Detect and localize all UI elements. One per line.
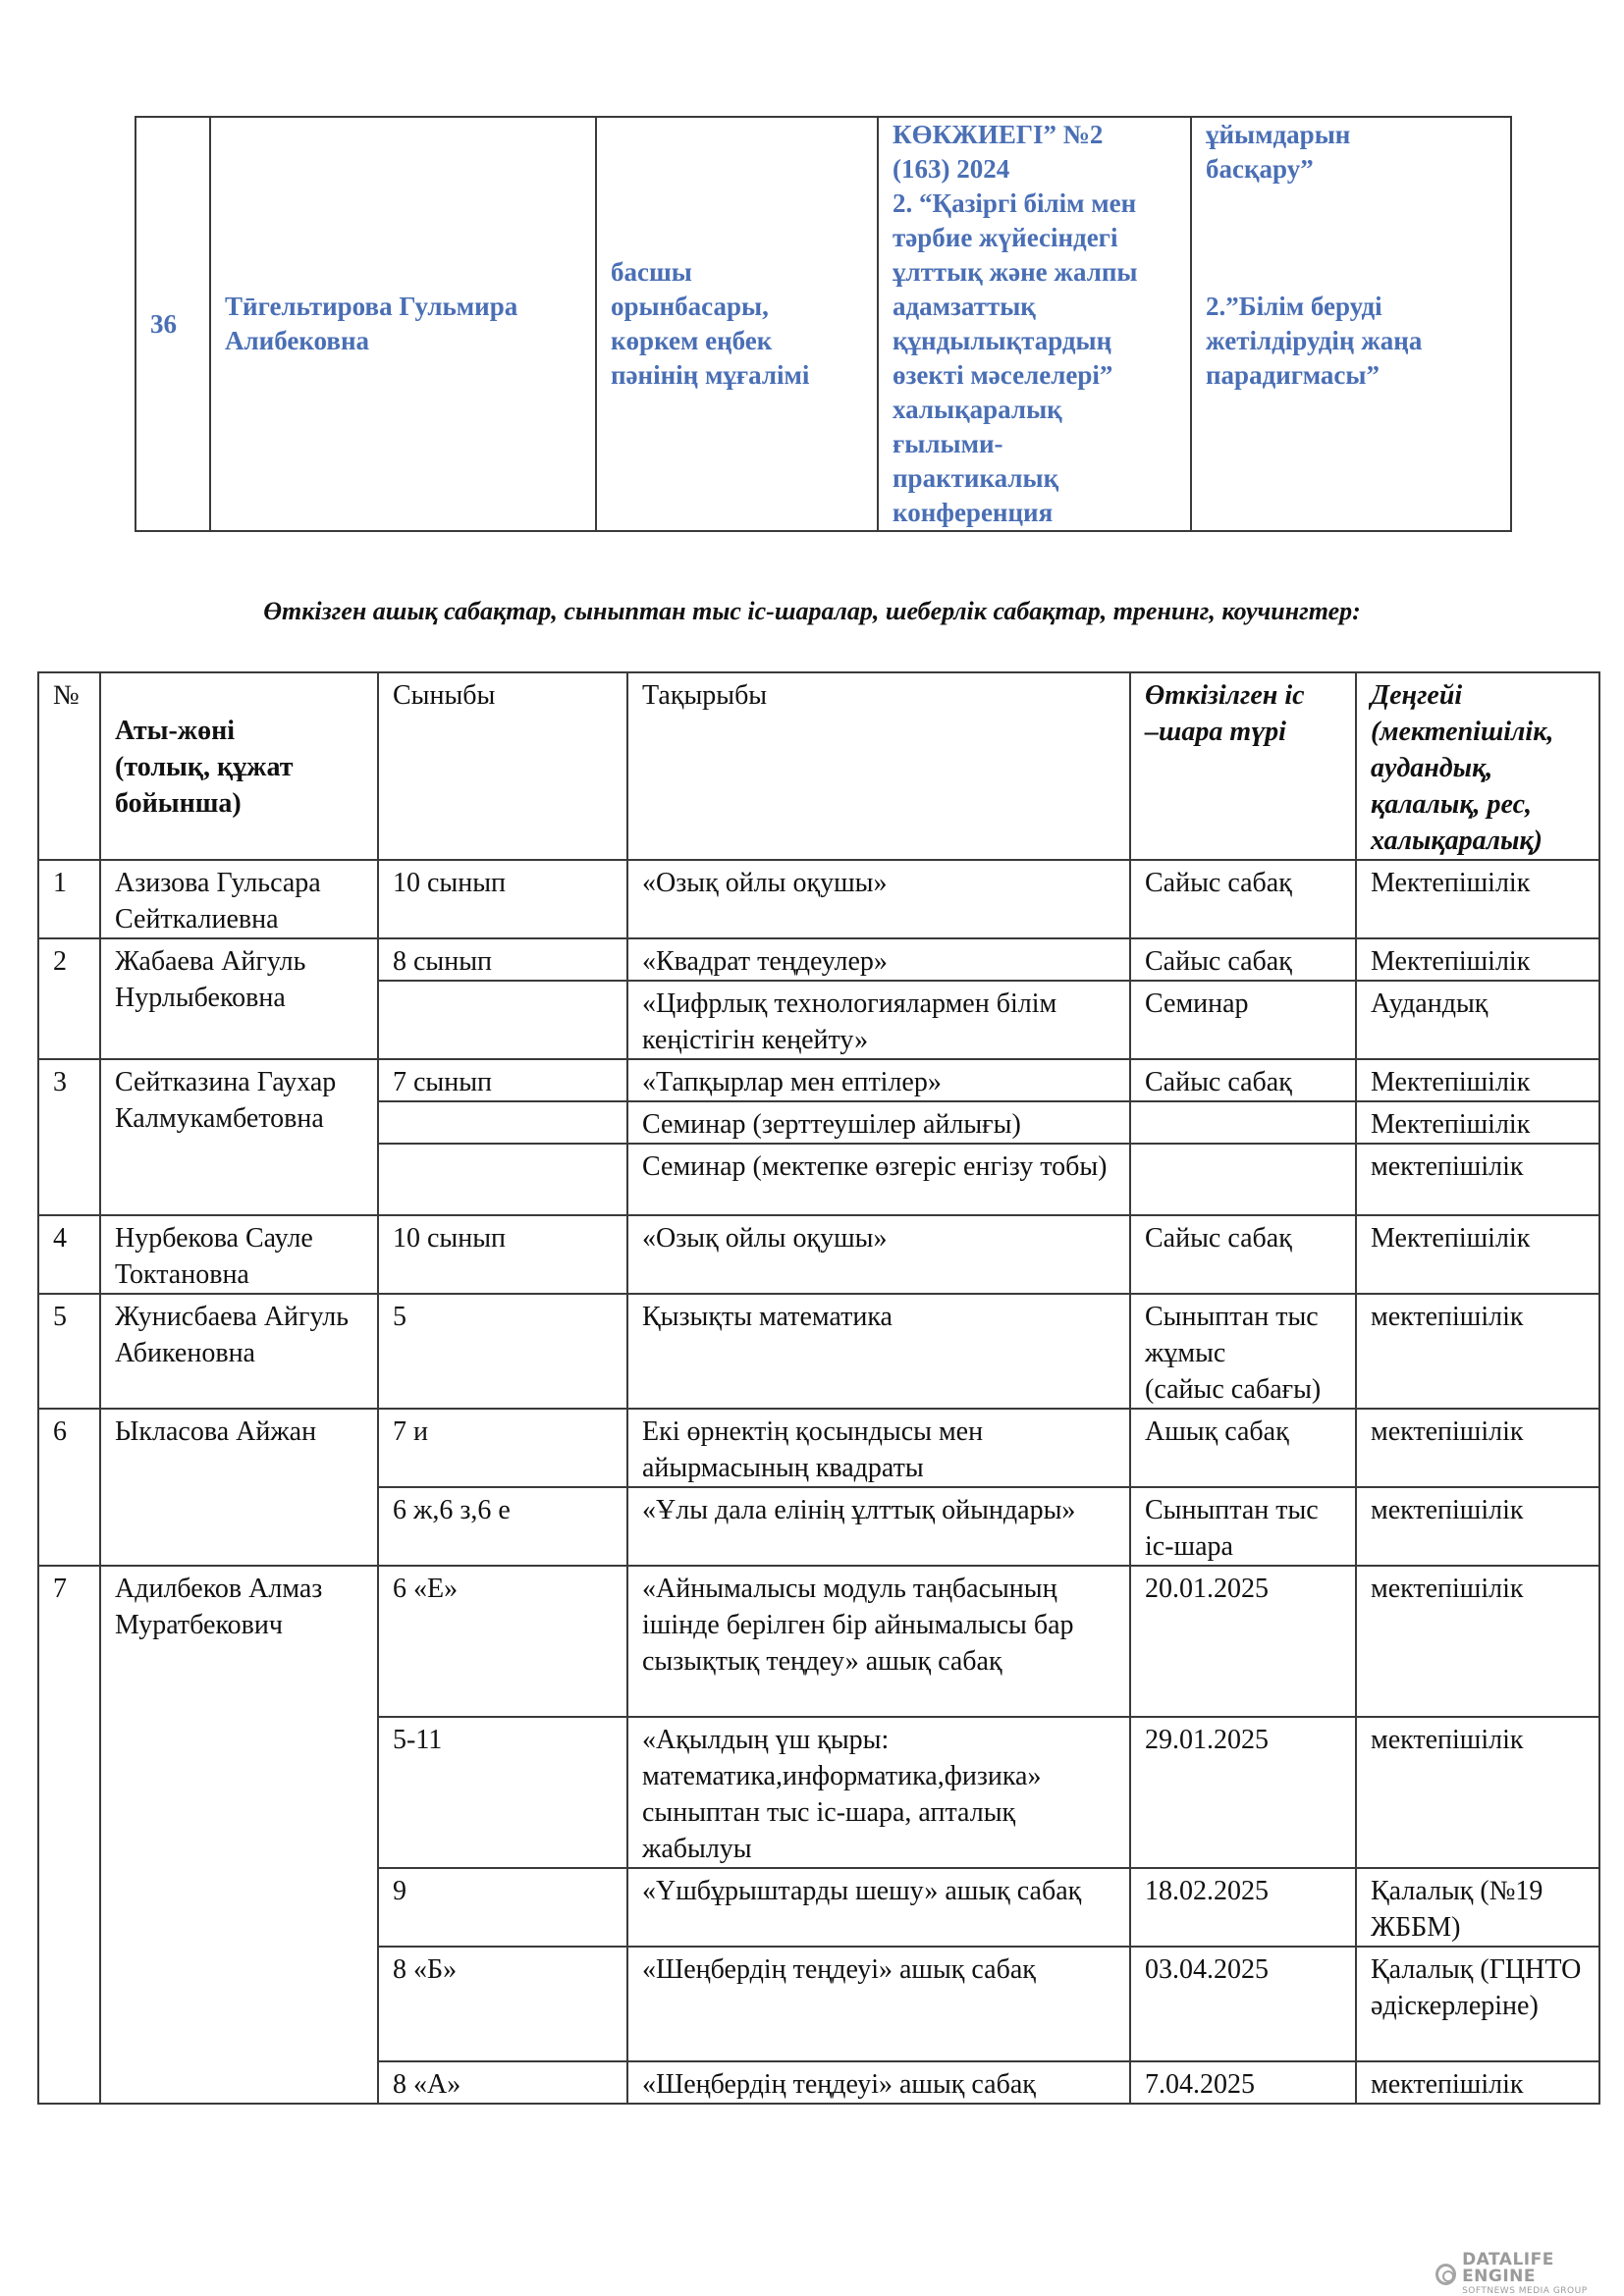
table-row <box>38 860 1599 938</box>
grade-cell: 7 и <box>378 1409 627 1487</box>
topic-cell: Екі өрнектің қосындысы мен айырмасының квадраты <box>627 1409 1130 1487</box>
header-level: Деңгейі (мектепішілік, aудандық, қалалық, рес, халықаралық) <box>1356 672 1599 860</box>
event-date-cell: 7.04.2025 <box>1130 2061 1356 2104</box>
grade-cell: 6 ж,6 з,6 е <box>378 1487 627 1566</box>
table-header-row <box>38 672 1599 860</box>
header-name: Аты-жөні (толық, құжат бойынша) <box>100 672 378 860</box>
header-grade: Сыныбы <box>378 672 627 860</box>
staff-publications-table <box>135 116 1512 532</box>
table-row <box>38 1059 1599 1101</box>
event-date-cell: 20.01.2025 <box>1130 1566 1356 1717</box>
grade-cell: 10 сынып <box>378 1215 627 1294</box>
table-row <box>38 938 1599 981</box>
row-number: 36 <box>135 117 210 531</box>
topic-cell: Семинар (зерттеушілер айлығы) <box>627 1101 1130 1144</box>
publication-details: КӨКЖИЕГІ” №2 (163) 2024 2. “Қазіргі білім мен тәрбие жүйесіндегі ұлттық және жалпы адамзаттық құндылықтардың өзекті мәселелері” халықаралық ғылыми- практикалық конференция <box>878 117 1191 531</box>
row-number: 5 <box>38 1294 100 1409</box>
staff-position: басшы орынбасары, көркем еңбек пәнінің мұғалімі <box>596 117 878 531</box>
watermark-subtitle: SOFTNEWS MEDIA GROUP <box>1462 2286 1588 2296</box>
teacher-name: Ыкласова Айжан <box>100 1409 378 1566</box>
level-cell: Мектепішілік <box>1356 1101 1599 1144</box>
level-cell: мектепішілік <box>1356 1144 1599 1215</box>
watermark-title: DATALIFE ENGINE <box>1462 2250 1554 2286</box>
level-cell: Қалалық (№19 ЖББМ) <box>1356 1868 1599 1947</box>
teacher-name: Жабаева Айгуль Нурлыбековна <box>100 938 378 1059</box>
event-type-cell: Сайыс сабақ <box>1130 938 1356 981</box>
grade-cell: 8 «А» <box>378 2061 627 2104</box>
grade-cell: 9 <box>378 1868 627 1947</box>
level-cell: Мектепішілік <box>1356 1215 1599 1294</box>
level-cell: Аудандық <box>1356 981 1599 1059</box>
teacher-name: Сейтказина Гаухар Калмукамбетовна <box>100 1059 378 1215</box>
topic-cell: «Шеңбердің теңдеуі» ашық сабақ <box>627 2061 1130 2104</box>
topic-cell: «Квадрат теңдеулер» <box>627 938 1130 981</box>
grade-cell: 7 сынып <box>378 1059 627 1101</box>
level-cell: Мектепішілік <box>1356 860 1599 938</box>
topic-cell: «Шеңбердің теңдеуі» ашық сабақ <box>627 1947 1130 2061</box>
row-number: 2 <box>38 938 100 1059</box>
event-type-cell <box>1130 1101 1356 1144</box>
header-topic: Тақырыбы <box>627 672 1130 860</box>
level-cell: Мектепішілік <box>1356 938 1599 981</box>
teacher-name: Нурбекова Сауле Токтановна <box>100 1215 378 1294</box>
grade-cell: 6 «Е» <box>378 1566 627 1717</box>
level-cell: мектепішілік <box>1356 2061 1599 2104</box>
teacher-name: Азизова Гульсара Сейткалиевна <box>100 860 378 938</box>
grade-cell: 8 «Б» <box>378 1947 627 2061</box>
topic-cell: «Озық ойлы оқушы» <box>627 1215 1130 1294</box>
event-type-cell: Сайыс сабақ <box>1130 860 1356 938</box>
topic-cell: Қызықты математика <box>627 1294 1130 1409</box>
grade-cell: 5 <box>378 1294 627 1409</box>
datalife-logo-icon <box>1435 2264 1456 2285</box>
event-date-cell: 03.04.2025 <box>1130 1947 1356 2061</box>
level-cell: мектепішілік <box>1356 1409 1599 1487</box>
header-event-type: Өткізілген іс –шара түрі <box>1130 672 1356 860</box>
event-type-cell: Семинар <box>1130 981 1356 1059</box>
topic-cell: «Үшбұрыштарды шешу» ашық сабақ <box>627 1868 1130 1947</box>
event-type-cell: Ашық сабақ <box>1130 1409 1356 1487</box>
event-date-cell: 29.01.2025 <box>1130 1717 1356 1868</box>
row-number: 7 <box>38 1566 100 2104</box>
level-cell: мектепішілік <box>1356 1566 1599 1717</box>
topic-cell: «Озық ойлы оқушы» <box>627 860 1130 938</box>
event-type-cell: Сайыс сабақ <box>1130 1215 1356 1294</box>
level-cell: Қалалық (ГЦНТО әдіскерлеріне) <box>1356 1947 1599 2061</box>
staff-name: Тӣгельтирова Гульмира Алибековна <box>210 117 596 531</box>
teacher-name: Жунисбаева Айгуль Абикеновна <box>100 1294 378 1409</box>
topic-cell: «Тапқырлар мен ептілер» <box>627 1059 1130 1101</box>
grade-cell: 5-11 <box>378 1717 627 1868</box>
event-type-cell: Сыныптан тыс жұмыс (сайыс сабағы) <box>1130 1294 1356 1409</box>
level-cell: мектепішілік <box>1356 1717 1599 1868</box>
topic-cell: «Ұлы дала елінің ұлттық ойындары» <box>627 1487 1130 1566</box>
teacher-name: Адилбеков Алмаз Муратбекович <box>100 1566 378 2104</box>
grade-cell <box>378 1144 627 1215</box>
row-number: 4 <box>38 1215 100 1294</box>
event-type-cell: Сыныптан тыс іс-шара <box>1130 1487 1356 1566</box>
publication-topic: ұйымдарын басқару” 2.”Білім беруді жетілдірудің жаңа парадигмасы” <box>1191 117 1511 531</box>
table-row <box>135 117 1511 531</box>
watermark <box>1435 2252 1624 2296</box>
grade-cell: 8 сынып <box>378 938 627 981</box>
topic-cell: «Цифрлық технологиялармен білім кеңістігін кеңейту» <box>627 981 1130 1059</box>
table-row <box>38 1215 1599 1294</box>
row-number: 6 <box>38 1409 100 1566</box>
section-title: Өткізген ашық сабақтар, сыныптан тыс іс-шаралар, шеберлік сабақтар, тренинг, коучингтер: <box>263 597 1361 625</box>
event-date-cell: 18.02.2025 <box>1130 1868 1356 1947</box>
level-cell: мектепішілік <box>1356 1487 1599 1566</box>
table-row <box>38 1294 1599 1409</box>
grade-cell <box>378 1101 627 1144</box>
table-row <box>38 1566 1599 1717</box>
topic-cell: Семинар (мектепке өзгеріс енгізу тобы) <box>627 1144 1130 1215</box>
level-cell: мектепішілік <box>1356 1294 1599 1409</box>
row-number: 1 <box>38 860 100 938</box>
grade-cell <box>378 981 627 1059</box>
topic-cell: «Айнымалысы модуль таңбасының ішінде берілген бір айнымалысы бар сызықтық теңдеу» ашық сабақ <box>627 1566 1130 1717</box>
row-number: 3 <box>38 1059 100 1215</box>
table-row <box>38 1409 1599 1487</box>
events-table <box>37 671 1600 2105</box>
topic-cell: «Ақылдың үш қыры: математика,информатика,физика» сыныптан тыс іс-шара, апталық жабылуы <box>627 1717 1130 1868</box>
grade-cell: 10 сынып <box>378 860 627 938</box>
header-number: № <box>38 672 100 860</box>
event-type-cell <box>1130 1144 1356 1215</box>
event-type-cell: Сайыс сабақ <box>1130 1059 1356 1101</box>
level-cell: Мектепішілік <box>1356 1059 1599 1101</box>
